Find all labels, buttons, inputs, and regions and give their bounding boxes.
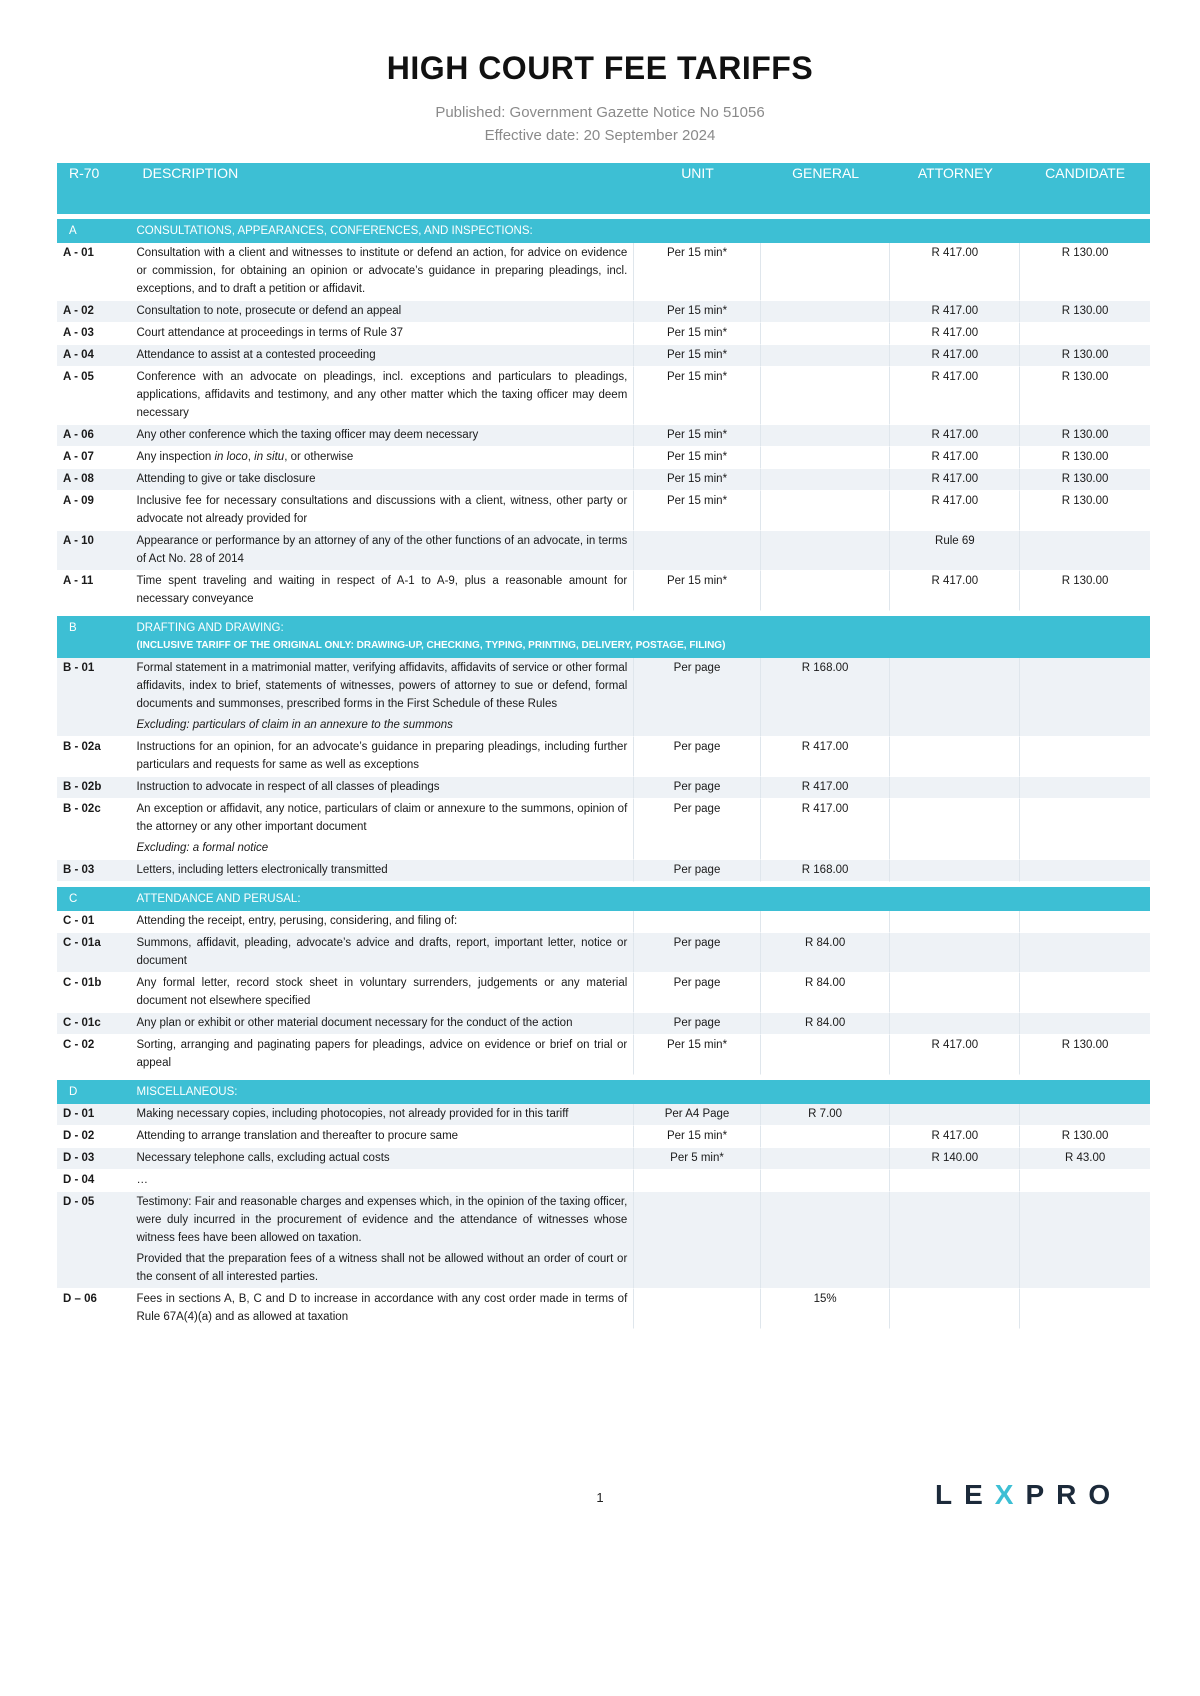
row-candidate: [1020, 1192, 1150, 1289]
logo-text-x: X: [994, 1479, 1026, 1510]
table-row: [57, 973, 1150, 1013]
section-header-b: [57, 616, 1150, 658]
row-unit: Per 15 min*: [634, 345, 760, 367]
row-attorney: [890, 1013, 1020, 1035]
row-general: [761, 911, 891, 933]
col-header-general: GENERAL: [761, 163, 891, 214]
row-code: D - 03: [57, 1148, 131, 1170]
section-header-a: [57, 219, 1150, 243]
row-unit: [634, 531, 760, 571]
section-title: CONSULTATIONS, APPEARANCES, CONFERENCES, AND INSPECTIONS:: [131, 219, 1151, 243]
row-unit: Per 15 min*: [634, 243, 760, 301]
row-code: A - 03: [57, 323, 131, 345]
section-subtitle: (INCLUSIVE TARIFF OF THE ORIGINAL ONLY: DRAWING-UP, CHECKING, TYPING, PRINTING, DELIVERY, POSTAGE, FILING): [136, 640, 726, 651]
row-code: D - 05: [57, 1192, 131, 1289]
row-attorney: R 417.00: [890, 323, 1020, 345]
row-code: D – 06: [57, 1289, 131, 1329]
row-attorney: R 417.00: [890, 1126, 1020, 1148]
row-attorney: [890, 799, 1020, 860]
row-unit: Per page: [634, 973, 760, 1013]
row-candidate: R 130.00: [1020, 243, 1150, 301]
row-attorney: [890, 1104, 1020, 1126]
row-code: C - 01c: [57, 1013, 131, 1035]
row-unit: Per page: [634, 1013, 760, 1035]
row-attorney: [890, 1289, 1020, 1329]
row-description: Any plan or exhibit or other material document necessary for the conduct of the action: [131, 1013, 635, 1035]
row-attorney: R 417.00: [890, 301, 1020, 323]
row-general: R 417.00: [761, 777, 891, 799]
section-code: D: [57, 1080, 131, 1104]
section-code: B: [57, 616, 131, 658]
row-description: Attendance to assist at a contested proceeding: [131, 345, 635, 367]
row-code: D - 04: [57, 1170, 131, 1192]
row-candidate: R 130.00: [1020, 367, 1150, 425]
row-code: C - 01a: [57, 933, 131, 973]
table-header-row: [57, 163, 1150, 214]
row-description: Attending the receipt, entry, perusing, considering, and filing of:: [131, 911, 635, 933]
row-candidate: R 130.00: [1020, 571, 1150, 611]
row-candidate: [1020, 799, 1150, 860]
row-code: A - 10: [57, 531, 131, 571]
table-row: [57, 491, 1150, 531]
row-code: A - 08: [57, 469, 131, 491]
row-code: B - 03: [57, 860, 131, 882]
row-code: A - 07: [57, 447, 131, 469]
row-candidate: [1020, 860, 1150, 882]
row-candidate: R 130.00: [1020, 491, 1150, 531]
svg-text:LEXPRO: [935, 1479, 1122, 1510]
row-candidate: [1020, 531, 1150, 571]
row-note: Excluding: particulars of claim in an annexure to the summons: [136, 719, 453, 731]
row-general: [761, 367, 891, 425]
logo-text-right: PRO: [1025, 1479, 1123, 1510]
row-unit: Per 15 min*: [634, 425, 760, 447]
effective-date: Effective date: 20 September 2024: [484, 127, 716, 144]
row-attorney: Rule 69: [890, 531, 1020, 571]
row-attorney: R 417.00: [890, 345, 1020, 367]
table-row: [57, 1104, 1150, 1126]
row-unit: Per page: [634, 799, 760, 860]
table-row: [57, 1170, 1150, 1192]
row-candidate: R 130.00: [1020, 345, 1150, 367]
row-unit: Per 15 min*: [634, 367, 760, 425]
table-row: [57, 345, 1150, 367]
row-description: Time spent traveling and waiting in respect of A-1 to A-9, plus a reasonable amount for necessary conveyance: [131, 571, 635, 611]
table-row: [57, 860, 1150, 882]
row-code: B - 02b: [57, 777, 131, 799]
row-unit: Per 15 min*: [634, 447, 760, 469]
row-general: [761, 425, 891, 447]
row-description: Testimony: Fair and reasonable charges and expenses which, in the opinion of the taxing officer, were duly incurred in the procurement of evidence and the attendance of witnesses whose witness fees have been allowed on taxation. Provided that the preparation fees of a witness shall not be allowed without an order of court or the consent of all interested parties.: [131, 1192, 635, 1289]
row-attorney: R 417.00: [890, 1035, 1020, 1075]
table-row: [57, 243, 1150, 301]
row-general: [761, 345, 891, 367]
row-code: D - 01: [57, 1104, 131, 1126]
row-candidate: [1020, 737, 1150, 777]
row-description: Summons, affidavit, pleading, advocate’s advice and drafts, report, important letter, notice or document: [131, 933, 635, 973]
row-code: C - 01: [57, 911, 131, 933]
table-row: [57, 1126, 1150, 1148]
col-header-candidate: CANDIDATE: [1020, 163, 1150, 214]
row-attorney: R 417.00: [890, 425, 1020, 447]
row-general: R 84.00: [761, 933, 891, 973]
row-attorney: [890, 933, 1020, 973]
row-candidate: R 43.00: [1020, 1148, 1150, 1170]
row-candidate: R 130.00: [1020, 469, 1150, 491]
row-note: Excluding: a formal notice: [136, 842, 269, 854]
row-general: [761, 1170, 891, 1192]
row-description: Any formal letter, record stock sheet in voluntary surrenders, judgements or any material document not elsewhere specified: [131, 973, 635, 1013]
row-description: Formal statement in a matrimonial matter, verifying affidavits, affidavits of service or other formal affidavits, index to brief, statements of witnesses, powers of attorney to sue or defend, formal documents and summonses, prescribed forms in the First Schedule of these Rules Excluding: particulars of claim in an annexure to the summons: [131, 658, 635, 737]
col-header-code: R-70: [57, 163, 131, 214]
row-description: Attending to give or take disclosure: [131, 469, 635, 491]
row-unit: Per 15 min*: [634, 491, 760, 531]
table-row: [57, 323, 1150, 345]
row-unit: Per A4 Page: [634, 1104, 760, 1126]
row-description: Necessary telephone calls, excluding actual costs: [131, 1148, 635, 1170]
row-code: A - 04: [57, 345, 131, 367]
table-row: [57, 933, 1150, 973]
row-candidate: R 130.00: [1020, 301, 1150, 323]
row-code: C - 02: [57, 1035, 131, 1075]
row-description: Consultation to note, prosecute or defend an appeal: [131, 301, 635, 323]
row-attorney: [890, 1170, 1020, 1192]
tariff-table: [57, 163, 1150, 1329]
row-description: Letters, including letters electronically transmitted: [131, 860, 635, 882]
row-description: Appearance or performance by an attorney of any of the other functions of an advocate, in terms of Act No. 28 of 2014: [131, 531, 635, 571]
row-code: A - 06: [57, 425, 131, 447]
published-note: Published: Government Gazette Notice No 51056: [435, 104, 765, 121]
row-description: Court attendance at proceedings in terms of Rule 37: [131, 323, 635, 345]
row-general: [761, 243, 891, 301]
row-general: [761, 1035, 891, 1075]
row-unit: Per page: [634, 658, 760, 737]
page-title: HIGH COURT FEE TARIFFS: [386, 50, 814, 86]
row-candidate: R 130.00: [1020, 1126, 1150, 1148]
table-row: [57, 1148, 1150, 1170]
row-general: R 168.00: [761, 658, 891, 737]
table-row: [57, 425, 1150, 447]
table-row: [57, 799, 1150, 860]
row-general: R 84.00: [761, 1013, 891, 1035]
row-general: [761, 301, 891, 323]
row-unit: Per 15 min*: [634, 571, 760, 611]
row-unit: Per 15 min*: [634, 1126, 760, 1148]
row-unit: [634, 1289, 760, 1329]
row-description: An exception or affidavit, any notice, particulars of claim or annexure to the summons, opinion of the attorney or any other important document Excluding: a formal notice: [131, 799, 635, 860]
row-description: Consultation with a client and witnesses to institute or defend an action, for advice on evidence or commission, for obtaining an opinion or advocate’s guidance in preparing pleadings, incl. exceptions, and to draft a petition or affidavit.: [131, 243, 635, 301]
section-header-c: [57, 887, 1150, 911]
row-attorney: R 417.00: [890, 447, 1020, 469]
row-general: [761, 491, 891, 531]
row-candidate: [1020, 911, 1150, 933]
row-attorney: R 140.00: [890, 1148, 1020, 1170]
table-row: [57, 367, 1150, 425]
section-code: A: [57, 219, 131, 243]
row-general: [761, 1148, 891, 1170]
row-candidate: R 130.00: [1020, 425, 1150, 447]
row-description: Any other conference which the taxing officer may deem necessary: [131, 425, 635, 447]
section-title: ATTENDANCE AND PERUSAL:: [131, 887, 1151, 911]
lexpro-logo: [935, 1474, 1135, 1514]
row-candidate: [1020, 1013, 1150, 1035]
page-number: 1: [596, 1490, 604, 1505]
col-header-unit: UNIT: [634, 163, 760, 214]
row-description: Any inspection in loco, in situ, or otherwise: [131, 447, 635, 469]
row-attorney: [890, 973, 1020, 1013]
row-unit: Per 5 min*: [634, 1148, 760, 1170]
row-description: Sorting, arranging and paginating papers for pleadings, advice on evidence or brief on trial or appeal: [131, 1035, 635, 1075]
row-attorney: [890, 777, 1020, 799]
row-general: [761, 1192, 891, 1289]
row-attorney: R 417.00: [890, 367, 1020, 425]
row-attorney: R 417.00: [890, 243, 1020, 301]
table-row: [57, 1192, 1150, 1289]
section-header-d: [57, 1080, 1150, 1104]
row-code: A - 11: [57, 571, 131, 611]
row-attorney: R 417.00: [890, 491, 1020, 531]
row-general: [761, 1126, 891, 1148]
table-row: [57, 571, 1150, 611]
table-row: [57, 777, 1150, 799]
row-candidate: [1020, 1170, 1150, 1192]
row-unit: Per 15 min*: [634, 1035, 760, 1075]
table-row: [57, 301, 1150, 323]
row-attorney: [890, 737, 1020, 777]
row-unit: Per page: [634, 933, 760, 973]
row-description: Instruction to advocate in respect of all classes of pleadings: [131, 777, 635, 799]
row-code: B - 01: [57, 658, 131, 737]
row-general: [761, 323, 891, 345]
col-header-description: DESCRIPTION: [131, 163, 635, 214]
row-unit: Per 15 min*: [634, 323, 760, 345]
logo-text-left: LE: [935, 1479, 995, 1510]
section-title: DRAFTING AND DRAWING: (INCLUSIVE TARIFF OF THE ORIGINAL ONLY: DRAWING-UP, CHECKING, TYPING, PRINTING, DELIVERY, POSTAGE, FILING): [131, 616, 1151, 658]
row-candidate: [1020, 323, 1150, 345]
row-general: [761, 571, 891, 611]
row-candidate: [1020, 1289, 1150, 1329]
row-description: Inclusive fee for necessary consultations and discussions with a client, witness, other party or advocate not already provided for: [131, 491, 635, 531]
table-row: [57, 737, 1150, 777]
row-code: A - 01: [57, 243, 131, 301]
table-row: [57, 911, 1150, 933]
row-general: 15%: [761, 1289, 891, 1329]
row-attorney: R 417.00: [890, 571, 1020, 611]
row-candidate: [1020, 777, 1150, 799]
row-description: Conference with an advocate on pleadings, incl. exceptions and particulars to pleadings, applications, affidavits and testimony, and any other matter which the taxing officer may deem necessary: [131, 367, 635, 425]
section-code: C: [57, 887, 131, 911]
col-header-attorney: ATTORNEY: [890, 163, 1020, 214]
row-attorney: R 417.00: [890, 469, 1020, 491]
row-attorney: [890, 911, 1020, 933]
row-unit: [634, 1170, 760, 1192]
row-candidate: R 130.00: [1020, 447, 1150, 469]
row-unit: Per 15 min*: [634, 301, 760, 323]
table-row: [57, 1013, 1150, 1035]
row-general: R 168.00: [761, 860, 891, 882]
row-description: Attending to arrange translation and thereafter to procure same: [131, 1126, 635, 1148]
table-row: [57, 447, 1150, 469]
row-general: R 7.00: [761, 1104, 891, 1126]
row-candidate: [1020, 933, 1150, 973]
row-unit: Per page: [634, 860, 760, 882]
row-attorney: [890, 1192, 1020, 1289]
row-attorney: [890, 658, 1020, 737]
section-title: MISCELLANEOUS:: [131, 1080, 1151, 1104]
row-code: C - 01b: [57, 973, 131, 1013]
row-description: Instructions for an opinion, for an advocate’s guidance in preparing pleadings, including further particulars and requests for same as well as exceptions: [131, 737, 635, 777]
row-code: A - 05: [57, 367, 131, 425]
row-unit: Per 15 min*: [634, 469, 760, 491]
row-code: B - 02a: [57, 737, 131, 777]
row-code: A - 09: [57, 491, 131, 531]
row-description: …: [131, 1170, 635, 1192]
row-general: R 417.00: [761, 799, 891, 860]
row-description: Making necessary copies, including photocopies, not already provided for in this tariff: [131, 1104, 635, 1126]
row-code: D - 02: [57, 1126, 131, 1148]
row-general: [761, 531, 891, 571]
row-general: [761, 469, 891, 491]
table-row: [57, 658, 1150, 737]
row-unit: [634, 1192, 760, 1289]
row-unit: [634, 911, 760, 933]
row-candidate: [1020, 973, 1150, 1013]
table-row: [57, 1289, 1150, 1329]
row-candidate: [1020, 1104, 1150, 1126]
table-row: [57, 1035, 1150, 1075]
row-unit: Per page: [634, 777, 760, 799]
table-row: [57, 531, 1150, 571]
row-candidate: R 130.00: [1020, 1035, 1150, 1075]
row-attorney: [890, 860, 1020, 882]
row-general: R 417.00: [761, 737, 891, 777]
row-code: B - 02c: [57, 799, 131, 860]
row-unit: Per page: [634, 737, 760, 777]
table-row: [57, 469, 1150, 491]
row-general: [761, 447, 891, 469]
row-general: R 84.00: [761, 973, 891, 1013]
row-code: A - 02: [57, 301, 131, 323]
row-description: Fees in sections A, B, C and D to increase in accordance with any cost order made in terms of Rule 67A(4)(a) and as allowed at taxation: [131, 1289, 635, 1329]
row-candidate: [1020, 658, 1150, 737]
